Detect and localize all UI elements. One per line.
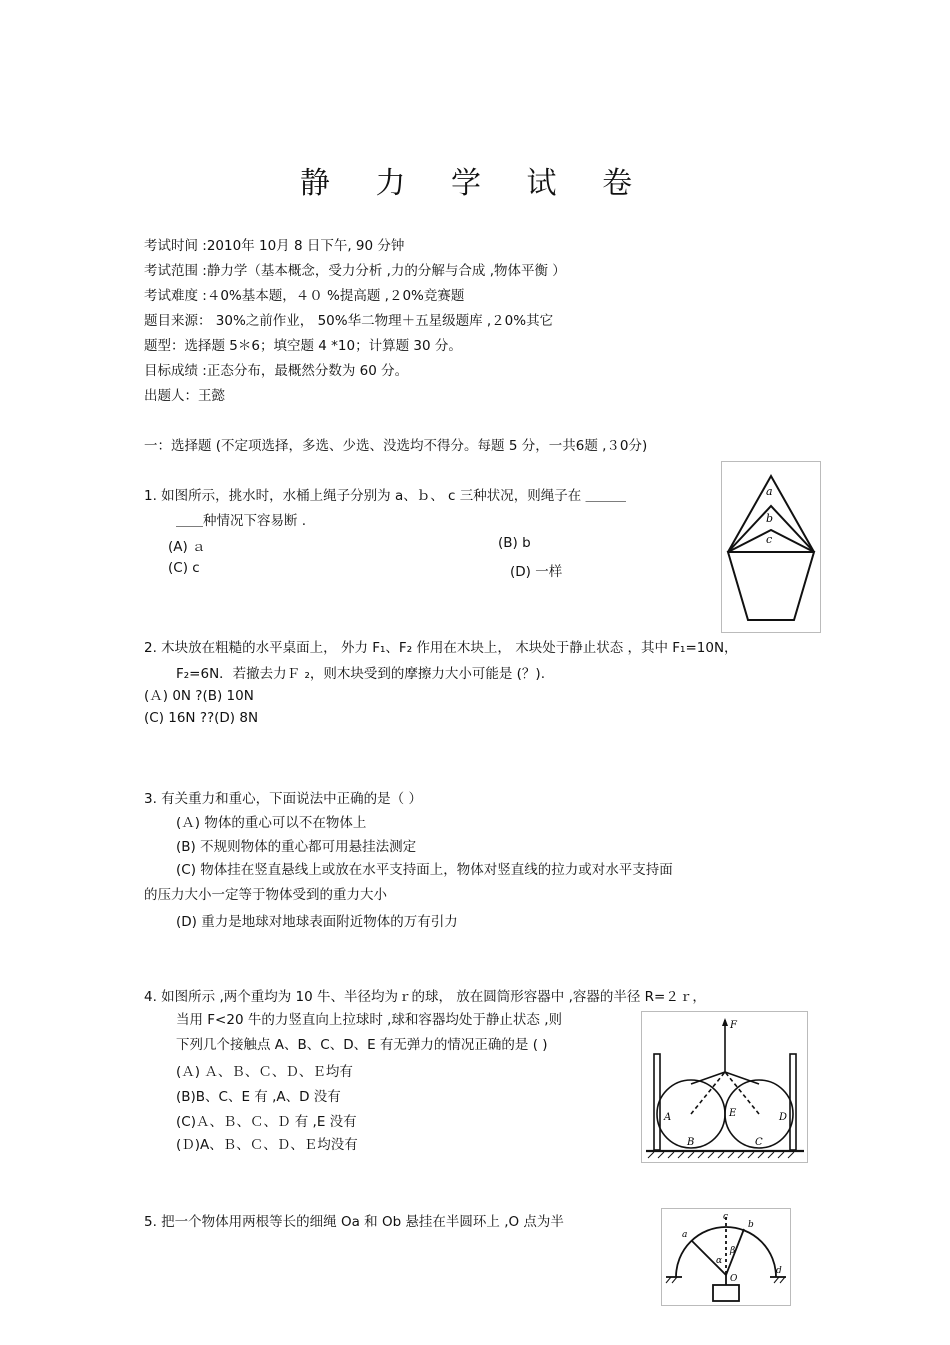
q5-label-alpha: α [716, 1256, 723, 1266]
q1-option-b: (B) b [498, 535, 531, 551]
info-source: 题目来源： 30%之前作业， 50%华二物理＋五星级题库 ,２0%其它 [144, 313, 554, 329]
info-time: 考试时间 :2010年 10月 8 日下午, 90 分钟 [144, 238, 405, 254]
q1-label-a: a [766, 485, 773, 498]
q1-option-c: (C) c [168, 560, 200, 576]
info-scope: 考试范围 :静力学（基本概念，受力分析 ,力的分解与合成 ,物体平衡 ） [144, 263, 566, 279]
info-author: 出题人：王懿 [144, 388, 225, 404]
info-target: 目标成绩 :正态分布，最概然分数为 60 分。 [144, 363, 409, 379]
q4-option-d: (Ｄ)A、Ｂ、Ｃ、Ｄ、Ｅ均没有 [176, 1137, 358, 1153]
q5-label-o: O [730, 1274, 738, 1284]
q2-stem: 2. 木块放在粗糙的水平桌面上， 外力 F₁、F₂ 作用在木块上， 木块处于静止状态 ，其中 F₁=10N， [144, 640, 738, 656]
section-heading: 一：选择题 (不定项选择，多选、少选、没选均不得分。每题 5 分，一共6题 ,３0分) [144, 438, 648, 454]
q4-label-f: F [730, 1020, 737, 1031]
q2-stem-2: F₂=6N．若撤去力Ｆ ₂，则木块受到的摩擦力大小可能是 (？). [176, 666, 545, 682]
q3-option-b: (B) 不规则物体的重心都可用悬挂法测定 [176, 839, 417, 855]
q1-bucket-figure [721, 461, 821, 633]
q2-options-cd: (C) 16N ??(D) 8N [144, 710, 259, 726]
q4-label-b: B [687, 1137, 695, 1148]
q1-stem-2: ＿＿种情况下容易断 . [176, 513, 307, 529]
q4-stem-2: 当用 F<20 牛的力竖直向上拉球时 ,球和容器均处于静止状态 ,则 [176, 1012, 563, 1028]
q3-option-c-cont: 的压力大小一定等于物体受到的重力大小 [144, 887, 387, 903]
q5-ring-figure [661, 1208, 791, 1306]
q4-option-c: (C)Ａ、Ｂ、Ｃ、Ｄ 有 ,E 没有 [176, 1114, 357, 1130]
q4-option-b: (B)B、C、E 有 ,A、D 没有 [176, 1089, 341, 1105]
q4-option-a: (Ａ) Ａ、Ｂ、Ｃ、Ｄ、Ｅ均有 [176, 1064, 353, 1080]
q3-option-c: (C) 物体挂在竖直悬线上或放在水平支持面上，物体对竖直线的拉力或对水平支持面 [176, 862, 673, 878]
q5-label-beta: β [730, 1246, 736, 1256]
q4-container-figure [641, 1011, 808, 1163]
page-title: 静 力 学 试 卷 [299, 166, 651, 201]
q4-label-a: A [664, 1112, 672, 1123]
q1-label-b: b [766, 512, 774, 525]
q4-label-d: D [779, 1112, 788, 1123]
q3-option-d: (D) 重力是地球对地球表面附近物体的万有引力 [176, 914, 458, 930]
info-types: 题型：选择题 5＊6；填空题 4 *10；计算题 30 分。 [144, 338, 462, 354]
q5-label-d: d [776, 1266, 782, 1276]
q1-option-d: (D) 一样 [510, 564, 563, 580]
q3-option-a: (Ａ) 物体的重心可以不在物体上 [176, 815, 367, 831]
q3-stem: 3. 有关重力和重心，下面说法中正确的是（ ） [144, 791, 422, 807]
q5-label-b: b [748, 1220, 754, 1230]
q4-label-c: C [755, 1137, 763, 1148]
q5-label-c: c [723, 1212, 729, 1222]
q4-label-e: E [729, 1108, 737, 1119]
q5-label-a: a [682, 1230, 688, 1240]
q2-options-ab: (Ａ) 0N ?(B) 10N [144, 688, 254, 704]
q5-stem: 5. 把一个物体用两根等长的细绳 Oa 和 Ob 悬挂在半圆环上 ,O 点为半 [144, 1214, 564, 1230]
q1-label-c: c [766, 533, 773, 546]
q1-stem: 1. 如图所示，挑水时，水桶上绳子分别为 a、ｂ、 c 三种状况，则绳子在 ＿＿＿ [144, 488, 627, 504]
q4-stem: 4. 如图所示 ,两个重均为 10 牛、半径均为ｒ的球， 放在圆筒形容器中 ,容器的半径 R=２ｒ， [144, 989, 706, 1005]
info-difficulty: 考试难度 :４0%基本题，４０ %提高题 ,２0%竞赛题 [144, 288, 465, 304]
q4-stem-3: 下列几个接触点 A、B、C、D、E 有无弹力的情况正确的是 ( ) [176, 1037, 548, 1053]
q1-option-a: (A) ａ [168, 539, 206, 555]
